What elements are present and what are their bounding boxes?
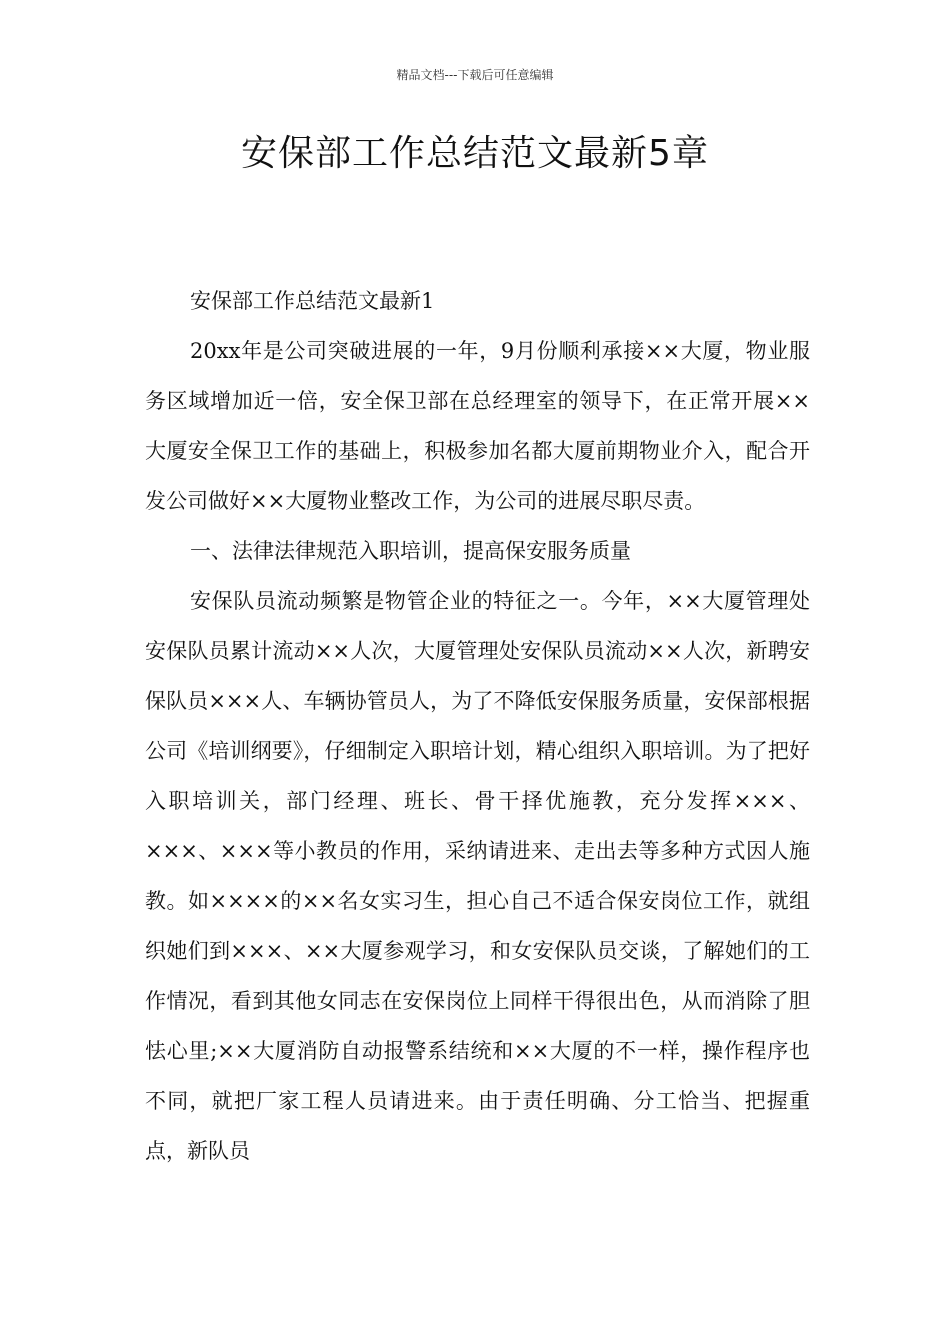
body-paragraph: 安保队员流动频繁是物管企业的特征之一。今年，××大厦管理处安保队员累计流动××人次，大厦管理处安保队员流动××人次，新聘安保队员×××人、车辆协管员人，为了不降低安保服务质量，安保部根据公司《培训纲要》，仔细制定入职培计划，精心组织入职培训。为了把好入职培训关，部门经理、班长、骨干择优施教，充分发挥×××、×××、×××等小教员的作用，采纳请进来、走出去等多种方式因人施教。如××××的××名女实习生，担心自己不适合保安岗位工作，就组织她们到×××、××大厦参观学习，和女安保队员交谈，了解她们的工作情况，看到其他女同志在安保岗位上同样干得很出色，从而消除了胆怯心里;××大厦消防自动报警系结统和××大厦的不一样，操作程序也不同，就把厂家工程人员请进来。由于责任明确、分工恰当、把握重点，新队员 — [145, 589, 810, 1163]
body-paragraph: 20xx年是公司突破进展的一年，9月份顺利承接××大厦，物业服务区域增加近一倍，安全保卫部在总经理室的领导下，在正常开展××大厦安全保卫工作的基础上，积极参加名都大厦前期物业介入，配合开发公司做好××大厦物业整改工作，为公司的进展尽职尽责。 — [145, 339, 810, 513]
section-heading: 安保部工作总结范文最新1 — [190, 289, 435, 313]
page-header-note: 精品文档---下载后可任意编辑 — [396, 68, 554, 82]
subsection-heading: 一、法律法律规范入职培训，提高保安服务质量 — [190, 539, 631, 563]
document-title: 安保部工作总结范文最新5章 — [241, 133, 709, 174]
document-body — [145, 276, 810, 1176]
